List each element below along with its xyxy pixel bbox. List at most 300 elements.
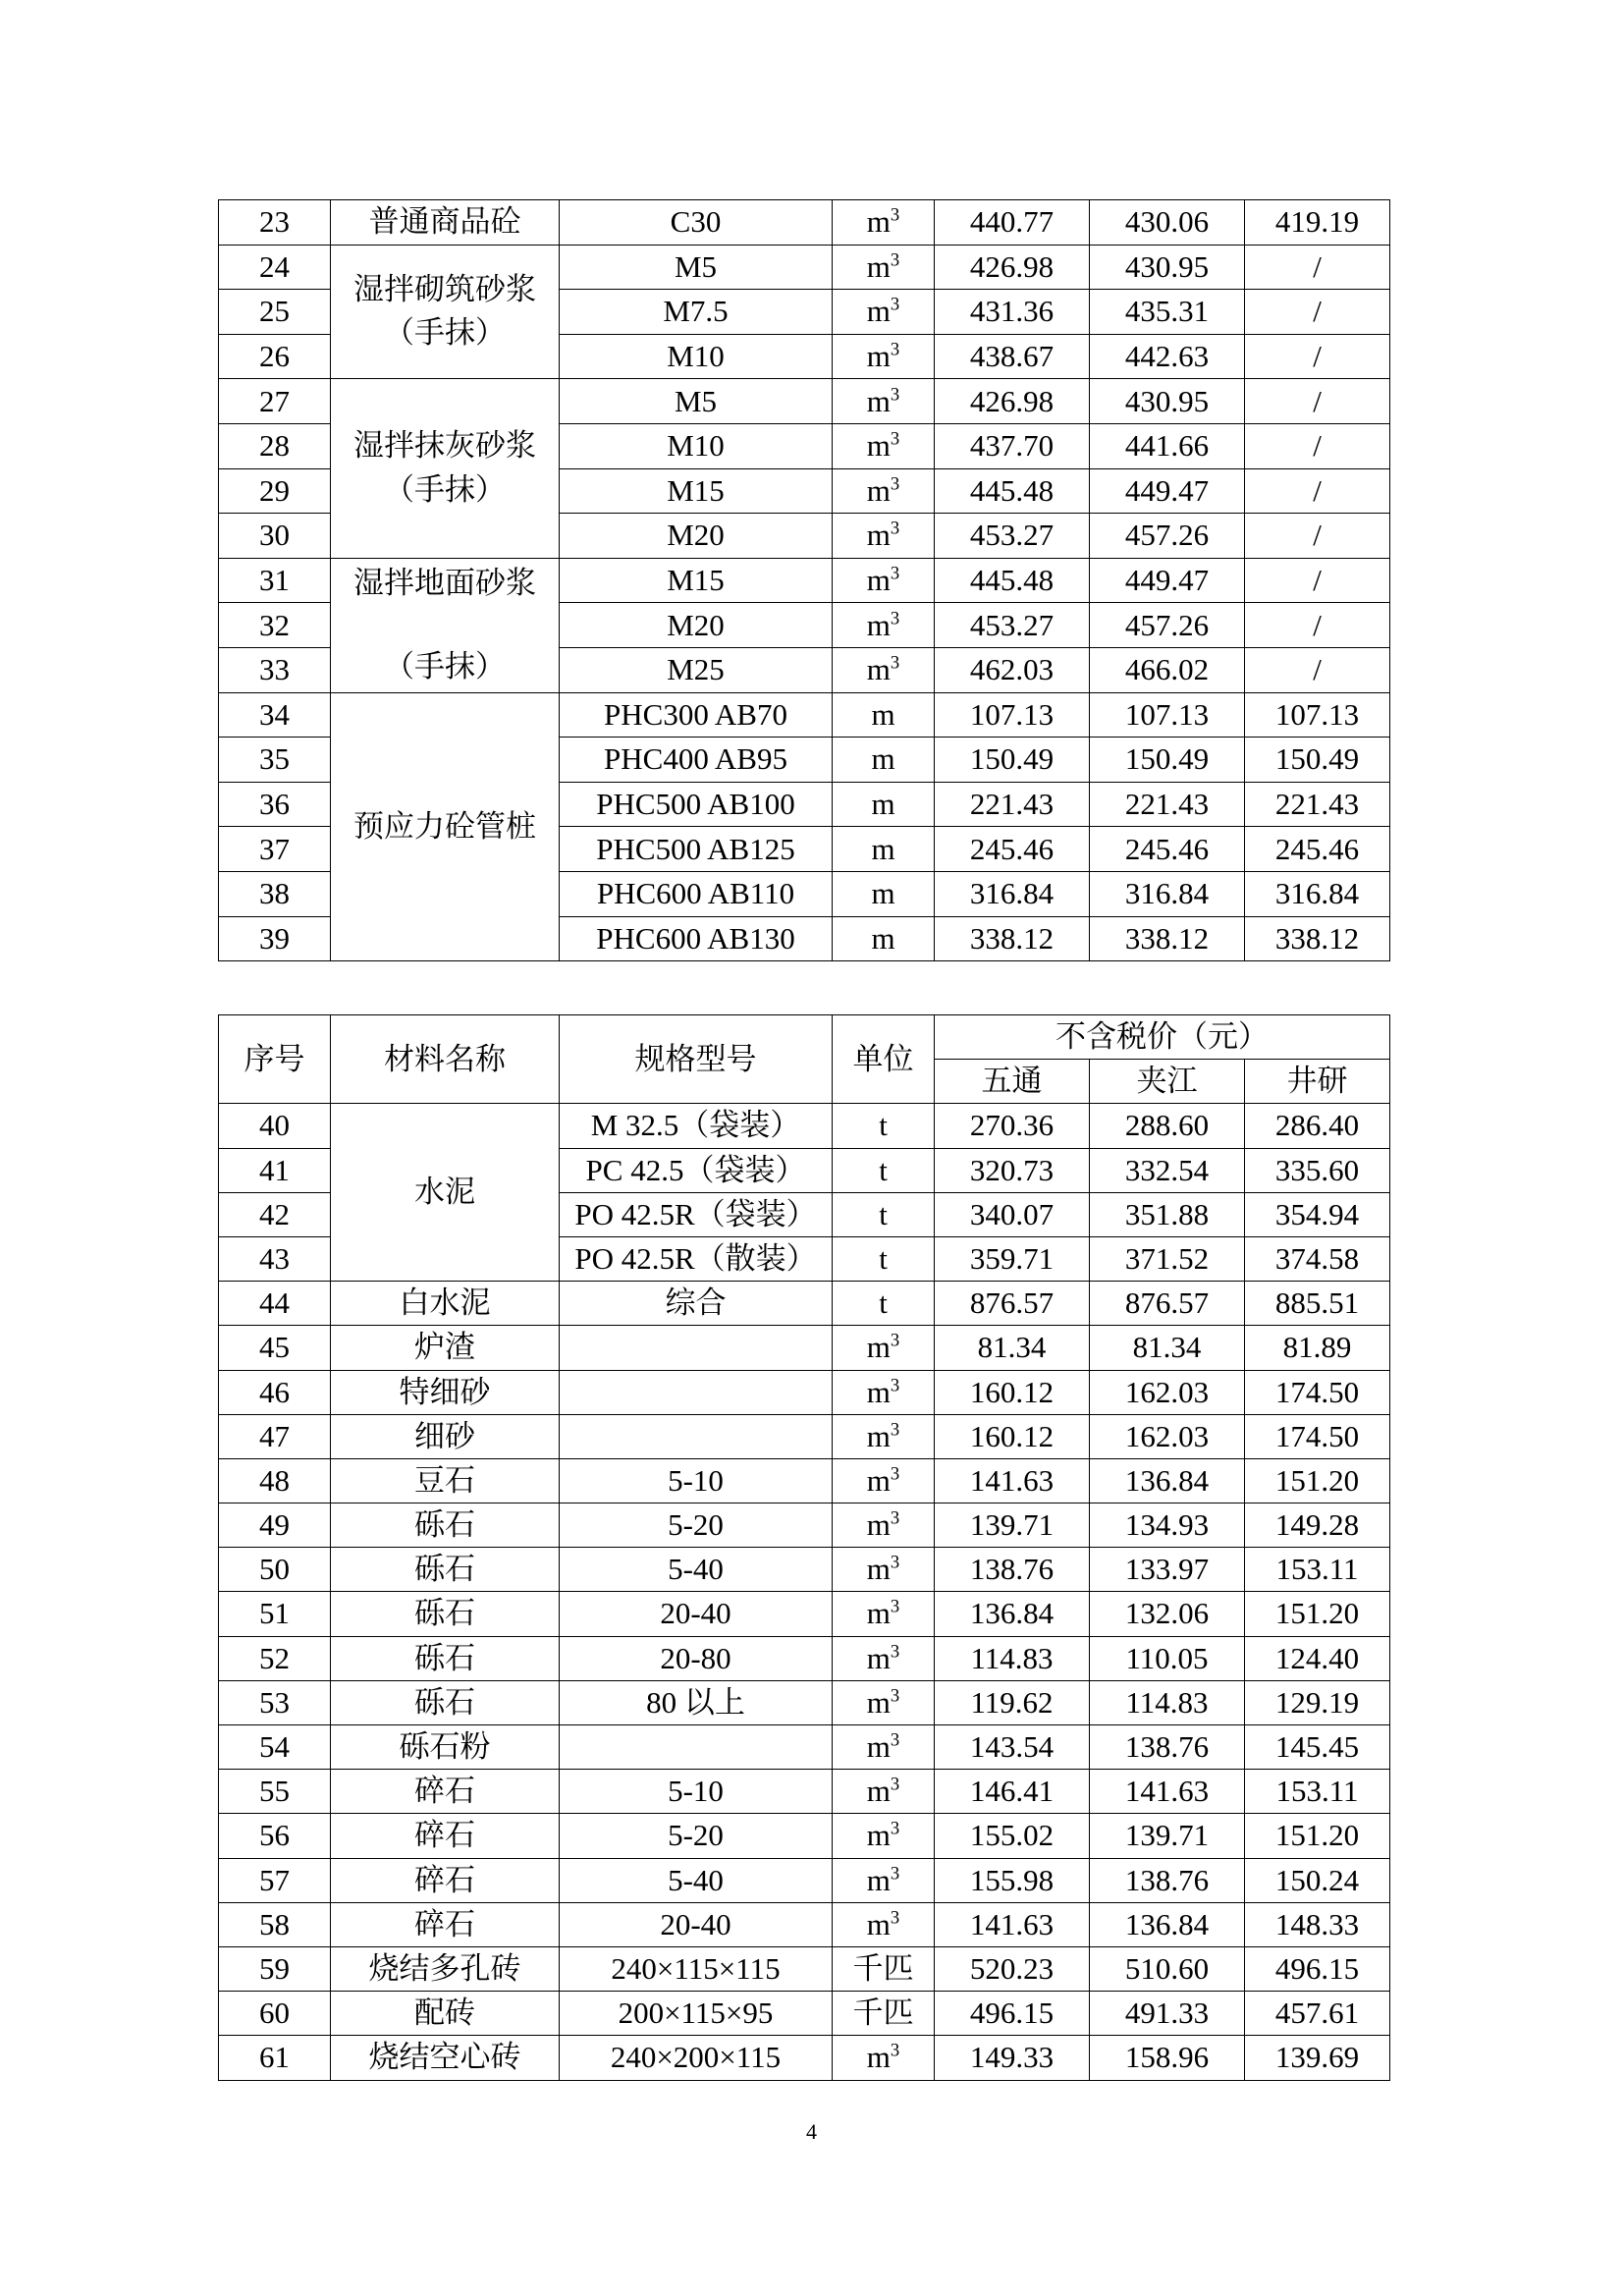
price-jiajiang: 141.63 <box>1090 1770 1245 1814</box>
material-name-text: 湿拌砌筑砂浆 <box>353 271 536 306</box>
unit-cell: m <box>833 827 935 872</box>
material-name-text: 湿拌抹灰砂浆 <box>353 428 536 464</box>
row-number: 28 <box>219 423 331 468</box>
material-name: 砾石 <box>331 1548 560 1592</box>
row-number: 53 <box>219 1680 331 1724</box>
price-wutong: 440.77 <box>935 200 1090 246</box>
row-number: 31 <box>219 558 331 603</box>
row-number: 37 <box>219 827 331 872</box>
unit-cell: t <box>833 1236 935 1281</box>
table-row <box>219 379 1390 424</box>
unit-cell: $m^3$ <box>833 1548 935 1592</box>
price-jingyan: 286.40 <box>1245 1104 1390 1148</box>
price-jiajiang: 133.97 <box>1090 1548 1245 1592</box>
price-wutong: 270.36 <box>935 1104 1090 1148</box>
price-wutong: 316.84 <box>935 871 1090 916</box>
price-jiajiang: 114.83 <box>1090 1680 1245 1724</box>
table-row <box>219 2036 1390 2080</box>
material-name <box>331 379 560 558</box>
spec-cell: PHC600 AB110 <box>560 871 833 916</box>
table-row <box>219 692 1390 738</box>
table-row <box>219 1370 1390 1414</box>
price-wutong: 155.02 <box>935 1814 1090 1858</box>
spec-cell <box>560 1370 833 1414</box>
price-jiajiang: 162.03 <box>1090 1370 1245 1414</box>
price-jingyan: 151.20 <box>1245 1458 1390 1503</box>
spec-cell: M7.5 <box>560 290 833 335</box>
table-row <box>219 1636 1390 1680</box>
unit-cell: $m^3$ <box>833 2036 935 2080</box>
unit-cell: $m^3$ <box>833 1370 935 1414</box>
price-wutong: 114.83 <box>935 1636 1090 1680</box>
material-name-suffix: （手抹） <box>384 315 506 351</box>
unit-cell: t <box>833 1282 935 1326</box>
table-row <box>219 200 1390 246</box>
row-number: 36 <box>219 782 331 827</box>
price-wutong: 136.84 <box>935 1592 1090 1636</box>
spec-cell: M10 <box>560 423 833 468</box>
price-jingyan: / <box>1245 647 1390 692</box>
price-jingyan: 496.15 <box>1245 1946 1390 1991</box>
unit-cell: t <box>833 1104 935 1148</box>
table-row <box>219 1858 1390 1902</box>
header-unit: 单位 <box>833 1015 935 1104</box>
price-wutong: 431.36 <box>935 290 1090 335</box>
material-name: 细砂 <box>331 1414 560 1458</box>
row-number: 27 <box>219 379 331 424</box>
row-number: 52 <box>219 1636 331 1680</box>
table-row <box>219 1770 1390 1814</box>
spec-cell: M20 <box>560 514 833 559</box>
price-jiajiang: 316.84 <box>1090 871 1245 916</box>
row-number: 40 <box>219 1104 331 1148</box>
price-jiajiang: 158.96 <box>1090 2036 1245 2080</box>
price-jiajiang: 430.95 <box>1090 245 1245 290</box>
row-number: 48 <box>219 1458 331 1503</box>
spec-cell <box>560 1414 833 1458</box>
spec-cell: PHC500 AB125 <box>560 827 833 872</box>
price-jiajiang: 449.47 <box>1090 558 1245 603</box>
price-jingyan: 151.20 <box>1245 1814 1390 1858</box>
price-jiajiang: 441.66 <box>1090 423 1245 468</box>
row-number: 39 <box>219 916 331 961</box>
spec-cell: 5-40 <box>560 1858 833 1902</box>
price-jingyan: 419.19 <box>1245 200 1390 246</box>
unit-cell: $m^3$ <box>833 1770 935 1814</box>
price-jiajiang: 430.06 <box>1090 200 1245 246</box>
unit-cell: 千匹 <box>833 1946 935 1991</box>
price-wutong: 245.46 <box>935 827 1090 872</box>
price-jiajiang: 110.05 <box>1090 1636 1245 1680</box>
material-name: 预应力砼管桩 <box>331 692 560 961</box>
price-jingyan: 129.19 <box>1245 1680 1390 1724</box>
row-number: 38 <box>219 871 331 916</box>
row-number: 26 <box>219 334 331 379</box>
price-jiajiang: 134.93 <box>1090 1503 1245 1548</box>
row-number: 57 <box>219 1858 331 1902</box>
price-jiajiang: 435.31 <box>1090 290 1245 335</box>
price-wutong: 146.41 <box>935 1770 1090 1814</box>
material-name: 豆石 <box>331 1458 560 1503</box>
spec-cell: C30 <box>560 200 833 246</box>
unit-cell: m <box>833 738 935 783</box>
row-number: 51 <box>219 1592 331 1636</box>
price-jiajiang: 442.63 <box>1090 334 1245 379</box>
price-jiajiang: 81.34 <box>1090 1326 1245 1370</box>
spacer <box>331 606 559 645</box>
table-row <box>219 1592 1390 1636</box>
price-jiajiang: 136.84 <box>1090 1458 1245 1503</box>
header-jiajiang: 夹江 <box>1090 1060 1245 1104</box>
price-jiajiang: 351.88 <box>1090 1192 1245 1236</box>
row-number: 46 <box>219 1370 331 1414</box>
price-wutong: 445.48 <box>935 558 1090 603</box>
row-number: 44 <box>219 1282 331 1326</box>
price-jiajiang: 162.03 <box>1090 1414 1245 1458</box>
price-jingyan: / <box>1245 558 1390 603</box>
unit-cell: m <box>833 871 935 916</box>
unit-cell: t <box>833 1192 935 1236</box>
price-wutong: 520.23 <box>935 1946 1090 1991</box>
material-name: 炉渣 <box>331 1326 560 1370</box>
unit-cell: $m^3$ <box>833 1414 935 1458</box>
price-jingyan: 335.60 <box>1245 1148 1390 1192</box>
table-row <box>219 1458 1390 1503</box>
row-number: 43 <box>219 1236 331 1281</box>
spec-cell: PHC400 AB95 <box>560 738 833 783</box>
spec-cell: 20-40 <box>560 1592 833 1636</box>
spec-cell: M5 <box>560 245 833 290</box>
price-jiajiang: 510.60 <box>1090 1946 1245 1991</box>
unit-cell: $m^3$ <box>833 290 935 335</box>
price-jiajiang: 457.26 <box>1090 514 1245 559</box>
row-number: 24 <box>219 245 331 290</box>
table-row <box>219 1680 1390 1724</box>
price-jingyan: / <box>1245 290 1390 335</box>
row-number: 49 <box>219 1503 331 1548</box>
spec-cell: 5-20 <box>560 1503 833 1548</box>
row-number: 61 <box>219 2036 331 2080</box>
price-wutong: 138.76 <box>935 1548 1090 1592</box>
price-jiajiang: 132.06 <box>1090 1592 1245 1636</box>
price-jingyan: 124.40 <box>1245 1636 1390 1680</box>
price-jingyan: / <box>1245 379 1390 424</box>
spec-cell: PHC300 AB70 <box>560 692 833 738</box>
price-jingyan: 457.61 <box>1245 1992 1390 2036</box>
price-jingyan: 139.69 <box>1245 2036 1390 2080</box>
material-name: 配砖 <box>331 1992 560 2036</box>
price-jingyan: 174.50 <box>1245 1370 1390 1414</box>
price-jingyan: 174.50 <box>1245 1414 1390 1458</box>
row-number: 54 <box>219 1725 331 1770</box>
spec-cell: 240×200×115 <box>560 2036 833 2080</box>
spec-cell: 240×115×115 <box>560 1946 833 1991</box>
price-wutong: 496.15 <box>935 1992 1090 2036</box>
unit-cell: $m^3$ <box>833 603 935 648</box>
price-jiajiang: 457.26 <box>1090 603 1245 648</box>
header-wutong: 五通 <box>935 1060 1090 1104</box>
table-row <box>219 1326 1390 1370</box>
table-row <box>219 245 1390 290</box>
header-spec: 规格型号 <box>560 1015 833 1104</box>
price-wutong: 141.63 <box>935 1902 1090 1946</box>
spec-cell: M10 <box>560 334 833 379</box>
price-wutong: 438.67 <box>935 334 1090 379</box>
table-row <box>219 1104 1390 1148</box>
price-jingyan: 153.11 <box>1245 1548 1390 1592</box>
price-wutong: 426.98 <box>935 379 1090 424</box>
unit-cell: $m^3$ <box>833 334 935 379</box>
price-wutong: 338.12 <box>935 916 1090 961</box>
spec-cell: 综合 <box>560 1282 833 1326</box>
material-name: 碎石 <box>331 1902 560 1946</box>
spec-cell: 200×115×95 <box>560 1992 833 2036</box>
price-jingyan: 354.94 <box>1245 1192 1390 1236</box>
material-name: 碎石 <box>331 1814 560 1858</box>
price-jingyan: 338.12 <box>1245 916 1390 961</box>
header-price-group: 不含税价（元） <box>935 1015 1390 1060</box>
table-row <box>219 1814 1390 1858</box>
row-number: 42 <box>219 1192 331 1236</box>
spec-cell: M20 <box>560 603 833 648</box>
price-jiajiang: 491.33 <box>1090 1992 1245 2036</box>
price-wutong: 453.27 <box>935 514 1090 559</box>
price-jiajiang: 449.47 <box>1090 468 1245 514</box>
spec-cell: M15 <box>560 558 833 603</box>
spec-cell: 5-10 <box>560 1770 833 1814</box>
material-name: 水泥 <box>331 1104 560 1282</box>
material-name-text: 湿拌地面砂浆 <box>353 565 536 600</box>
unit-cell: $m^3$ <box>833 514 935 559</box>
price-jiajiang: 150.49 <box>1090 738 1245 783</box>
row-number: 59 <box>219 1946 331 1991</box>
price-jingyan: / <box>1245 603 1390 648</box>
row-number: 45 <box>219 1326 331 1370</box>
material-name: 砾石粉 <box>331 1725 560 1770</box>
spec-cell: M 32.5（袋装） <box>560 1104 833 1148</box>
spec-cell: 20-80 <box>560 1636 833 1680</box>
row-number: 33 <box>219 647 331 692</box>
price-wutong: 119.62 <box>935 1680 1090 1724</box>
price-jingyan: 316.84 <box>1245 871 1390 916</box>
price-wutong: 141.63 <box>935 1458 1090 1503</box>
material-name: 碎石 <box>331 1770 560 1814</box>
unit-cell: m <box>833 782 935 827</box>
table-row <box>219 558 1390 603</box>
spec-cell: M25 <box>560 647 833 692</box>
price-jiajiang: 876.57 <box>1090 1282 1245 1326</box>
unit-cell: m <box>833 916 935 961</box>
unit-cell: t <box>833 1148 935 1192</box>
row-number: 60 <box>219 1992 331 2036</box>
table-row <box>219 1946 1390 1991</box>
price-wutong: 155.98 <box>935 1858 1090 1902</box>
price-jingyan: / <box>1245 468 1390 514</box>
price-table-part-1 <box>218 199 1390 961</box>
material-name: 砾石 <box>331 1680 560 1724</box>
row-number: 23 <box>219 200 331 246</box>
price-wutong: 160.12 <box>935 1370 1090 1414</box>
price-jiajiang: 245.46 <box>1090 827 1245 872</box>
unit-cell: m <box>833 692 935 738</box>
row-number: 35 <box>219 738 331 783</box>
price-wutong: 320.73 <box>935 1148 1090 1192</box>
material-name: 白水泥 <box>331 1282 560 1326</box>
unit-cell: $m^3$ <box>833 245 935 290</box>
spec-cell: M15 <box>560 468 833 514</box>
header-name: 材料名称 <box>331 1015 560 1104</box>
price-wutong: 453.27 <box>935 603 1090 648</box>
price-jingyan: / <box>1245 514 1390 559</box>
price-jingyan: 107.13 <box>1245 692 1390 738</box>
row-number: 47 <box>219 1414 331 1458</box>
unit-cell: $m^3$ <box>833 1902 935 1946</box>
spec-cell: PO 42.5R（散装） <box>560 1236 833 1281</box>
spec-cell: M5 <box>560 379 833 424</box>
spec-cell: 5-40 <box>560 1548 833 1592</box>
unit-cell: $m^3$ <box>833 1814 935 1858</box>
price-wutong: 160.12 <box>935 1414 1090 1458</box>
material-name: 烧结多孔砖 <box>331 1946 560 1991</box>
unit-cell: $m^3$ <box>833 1326 935 1370</box>
material-name: 特细砂 <box>331 1370 560 1414</box>
price-jiajiang: 136.84 <box>1090 1902 1245 1946</box>
price-jiajiang: 371.52 <box>1090 1236 1245 1281</box>
unit-cell: $m^3$ <box>833 423 935 468</box>
spec-cell <box>560 1725 833 1770</box>
unit-cell: $m^3$ <box>833 1592 935 1636</box>
price-jingyan: 150.24 <box>1245 1858 1390 1902</box>
material-name <box>331 558 560 692</box>
price-jiajiang: 332.54 <box>1090 1148 1245 1192</box>
row-number: 29 <box>219 468 331 514</box>
table-row <box>219 1992 1390 2036</box>
unit-cell: $m^3$ <box>833 1503 935 1548</box>
spec-cell: PC 42.5（袋装） <box>560 1148 833 1192</box>
price-jingyan: 149.28 <box>1245 1503 1390 1548</box>
price-wutong: 81.34 <box>935 1326 1090 1370</box>
price-jiajiang: 221.43 <box>1090 782 1245 827</box>
row-number: 50 <box>219 1548 331 1592</box>
price-jingyan: 374.58 <box>1245 1236 1390 1281</box>
unit-cell: $m^3$ <box>833 558 935 603</box>
spec-cell: PHC600 AB130 <box>560 916 833 961</box>
price-jingyan: 148.33 <box>1245 1902 1390 1946</box>
unit-cell: $m^3$ <box>833 1680 935 1724</box>
price-wutong: 107.13 <box>935 692 1090 738</box>
header-no: 序号 <box>219 1015 331 1104</box>
table-row <box>219 1414 1390 1458</box>
row-number: 34 <box>219 692 331 738</box>
material-name-suffix: （手抹） <box>384 648 506 683</box>
row-number: 25 <box>219 290 331 335</box>
material-name: 碎石 <box>331 1858 560 1902</box>
price-jiajiang: 466.02 <box>1090 647 1245 692</box>
price-jingyan: 221.43 <box>1245 782 1390 827</box>
spec-cell: PO 42.5R（袋装） <box>560 1192 833 1236</box>
price-wutong: 437.70 <box>935 423 1090 468</box>
price-jingyan: 885.51 <box>1245 1282 1390 1326</box>
price-jingyan: 150.49 <box>1245 738 1390 783</box>
spec-cell: 5-10 <box>560 1458 833 1503</box>
price-jingyan: / <box>1245 334 1390 379</box>
page-number: 4 <box>806 2119 817 2144</box>
unit-cell: $m^3$ <box>833 1458 935 1503</box>
unit-cell: $m^3$ <box>833 1636 935 1680</box>
price-jiajiang: 138.76 <box>1090 1858 1245 1902</box>
price-jiajiang: 138.76 <box>1090 1725 1245 1770</box>
row-number: 41 <box>219 1148 331 1192</box>
material-name: 砾石 <box>331 1503 560 1548</box>
row-number: 56 <box>219 1814 331 1858</box>
unit-cell: $m^3$ <box>833 200 935 246</box>
price-wutong: 340.07 <box>935 1192 1090 1236</box>
price-wutong: 150.49 <box>935 738 1090 783</box>
table-row <box>219 1548 1390 1592</box>
price-wutong: 143.54 <box>935 1725 1090 1770</box>
price-jiajiang: 288.60 <box>1090 1104 1245 1148</box>
spec-cell: PHC500 AB100 <box>560 782 833 827</box>
row-number: 32 <box>219 603 331 648</box>
spec-cell: 5-20 <box>560 1814 833 1858</box>
price-table-part-2 <box>218 1014 1390 2081</box>
price-wutong: 876.57 <box>935 1282 1090 1326</box>
table-row <box>219 1503 1390 1548</box>
header-jingyan: 井研 <box>1245 1060 1390 1104</box>
spec-cell <box>560 1326 833 1370</box>
table-row <box>219 1725 1390 1770</box>
unit-cell: $m^3$ <box>833 1725 935 1770</box>
price-jingyan: / <box>1245 423 1390 468</box>
price-wutong: 426.98 <box>935 245 1090 290</box>
material-name <box>331 245 560 379</box>
price-jingyan: 153.11 <box>1245 1770 1390 1814</box>
price-wutong: 139.71 <box>935 1503 1090 1548</box>
unit-cell: $m^3$ <box>833 379 935 424</box>
spec-cell: 20-40 <box>560 1902 833 1946</box>
unit-cell: $m^3$ <box>833 647 935 692</box>
price-wutong: 462.03 <box>935 647 1090 692</box>
price-jingyan: 151.20 <box>1245 1592 1390 1636</box>
unit-cell: $m^3$ <box>833 1858 935 1902</box>
row-number: 55 <box>219 1770 331 1814</box>
material-name: 砾石 <box>331 1592 560 1636</box>
row-number: 58 <box>219 1902 331 1946</box>
material-name-suffix: （手抹） <box>384 472 506 508</box>
table-row <box>219 1282 1390 1326</box>
table1-body <box>219 200 1390 961</box>
price-jingyan: 145.45 <box>1245 1725 1390 1770</box>
table2-body <box>219 1104 1390 2080</box>
price-jiajiang: 139.71 <box>1090 1814 1245 1858</box>
price-wutong: 359.71 <box>935 1236 1090 1281</box>
material-name: 烧结空心砖 <box>331 2036 560 2080</box>
price-wutong: 221.43 <box>935 782 1090 827</box>
price-wutong: 149.33 <box>935 2036 1090 2080</box>
price-jiajiang: 338.12 <box>1090 916 1245 961</box>
price-jingyan: 81.89 <box>1245 1326 1390 1370</box>
price-wutong: 445.48 <box>935 468 1090 514</box>
material-name: 普通商品砼 <box>331 200 560 246</box>
row-number: 30 <box>219 514 331 559</box>
price-jingyan: / <box>1245 245 1390 290</box>
header-row <box>219 1015 1390 1060</box>
price-jiajiang: 430.95 <box>1090 379 1245 424</box>
unit-cell: $m^3$ <box>833 468 935 514</box>
table-row <box>219 1902 1390 1946</box>
table2-header <box>219 1015 1390 1104</box>
price-jingyan: 245.46 <box>1245 827 1390 872</box>
